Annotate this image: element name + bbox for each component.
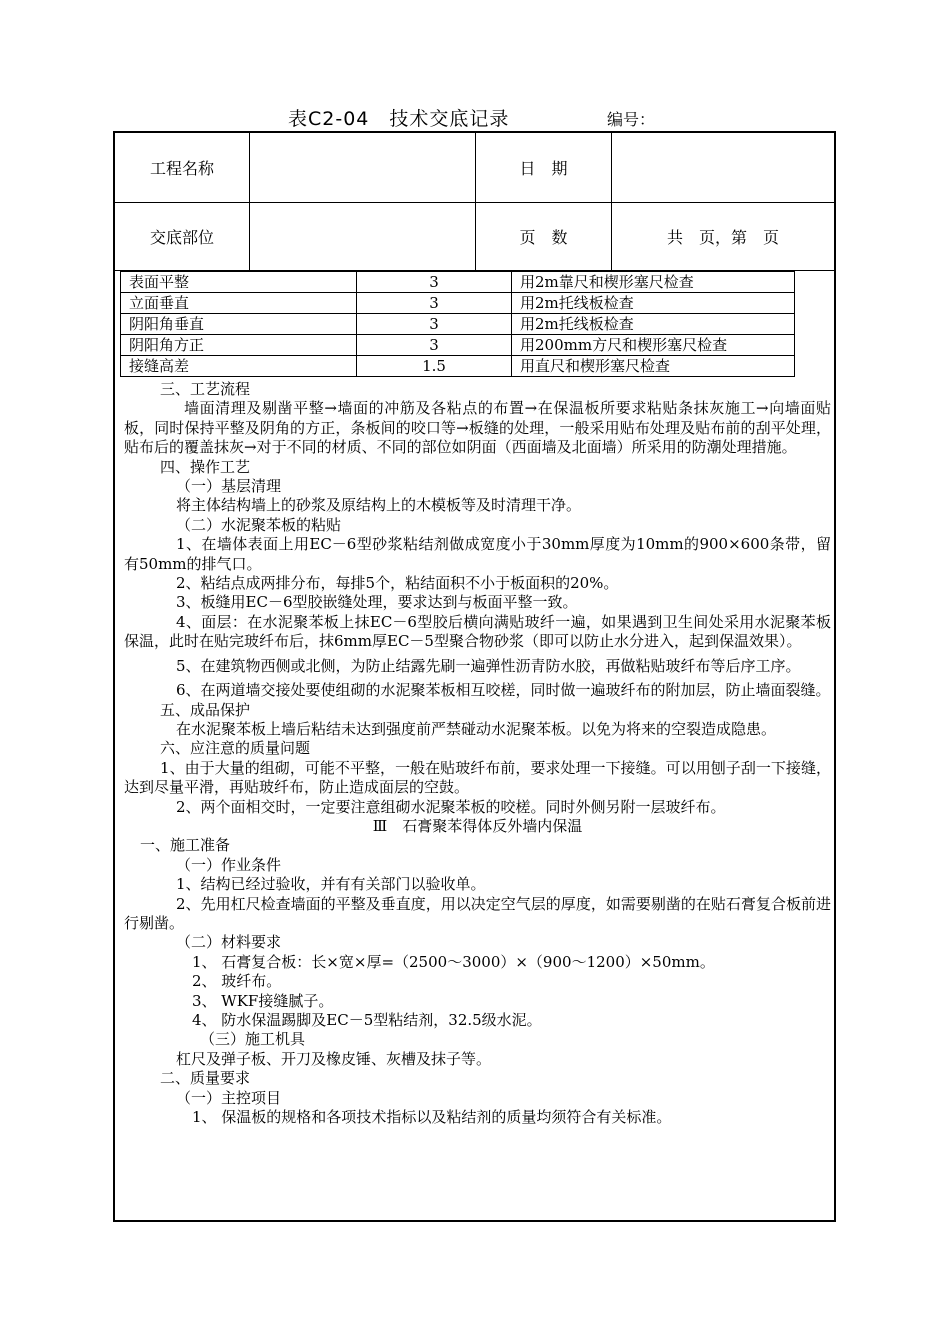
paragraph: 一、施工准备	[140, 836, 231, 855]
title-row	[0, 104, 950, 134]
paragraph: 在水泥聚苯板上墙后粘结未达到强度前严禁碰动水泥聚苯板。以免为将来的空裂造成隐患。	[176, 719, 777, 738]
paragraph: 4、面层：在水泥聚苯板上抹EC－6型胶后横向满贴玻纤一遍，如果遇到卫生间处采用水泥聚苯板保温，此时在贴完玻纤布后，抹6mm厚EC－5型聚合物砂浆（即可以防止水分进入，起到保温效果）。	[124, 612, 831, 651]
paragraph: 2、 玻纤布。	[192, 972, 282, 991]
tolerance-method: 用2m托线板检查	[512, 293, 795, 314]
tolerance-item: 阴阳角方正	[121, 335, 357, 356]
paragraph: Ⅲ 石膏聚苯得体反外墙内保温	[372, 816, 583, 835]
paragraph: 3、 WKF接缝腻子。	[192, 991, 334, 1010]
tolerance-method: 用2m靠尺和楔形塞尺检查	[512, 272, 795, 293]
location-label: 交底部位	[115, 202, 250, 270]
tolerance-item: 表面平整	[121, 272, 357, 293]
table-row	[121, 314, 795, 335]
table-row	[121, 335, 795, 356]
paragraph: 2、粘结点成两排分布，每排5个，粘结面积不小于板面积的20%。	[176, 574, 619, 593]
paragraph: （一）主控项目	[176, 1088, 282, 1107]
paragraph: 6、在两道墙交接处要使组砌的水泥聚苯板相互咬槎，同时做一遍玻纤布的附加层，防止墙面裂缝。	[176, 681, 831, 700]
location-field[interactable]	[250, 202, 476, 270]
paragraph: 2、先用杠尺检查墙面的平整及垂直度，用以决定空气层的厚度，如需要剔凿的在贴石膏复合板前进行剔凿。	[124, 894, 831, 932]
info-row-location	[115, 202, 834, 271]
document-title: 表C2-04 技术交底记录	[288, 108, 510, 130]
tolerance-method: 用2m托线板检查	[512, 314, 795, 335]
tolerance-method: 用200mm方尺和楔形塞尺检查	[512, 335, 795, 356]
tolerance-table	[120, 271, 795, 377]
pages-value: 共 页，第 页	[666, 227, 779, 247]
paragraph: 杠尺及弹子板、开刀及橡皮锤、灰槽及抹子等。	[176, 1049, 492, 1068]
paragraph: 1、由于大量的组砌，可能不平整，一般在贴玻纤布前，要求处理一下接缝。可以用刨子刮一下接缝，达到尽量平滑，再贴玻纤布，防止造成面层的空鼓。	[124, 758, 831, 797]
date-field[interactable]	[612, 133, 834, 202]
pages-label: 页 数	[476, 202, 612, 270]
paragraph: 4、 防水保温踢脚及EC－5型粘结剂，32.5级水泥。	[192, 1011, 542, 1029]
paragraph: 5、在建筑物西侧或北侧，为防止结露先刷一遍弹性沥青防水胶，再做粘贴玻纤布等后序工序。	[176, 656, 801, 675]
record-frame	[113, 131, 836, 1222]
paragraph: 四、操作工艺	[160, 457, 251, 476]
paragraph: 三、工艺流程	[160, 380, 251, 398]
tolerance-item: 立面垂直	[121, 293, 357, 314]
project-name-label: 工程名称	[115, 133, 250, 202]
tolerance-value: 3	[357, 335, 512, 356]
tolerance-value: 1.5	[357, 356, 512, 377]
tolerance-item: 接缝高差	[121, 356, 357, 377]
document-number-label: 编号：	[607, 110, 656, 129]
paragraph: （二）水泥聚苯板的粘贴	[176, 515, 342, 534]
paragraph: 六、应注意的质量问题	[160, 739, 311, 758]
table-row	[121, 272, 795, 293]
tolerance-value: 3	[357, 314, 512, 335]
paragraph: （一）基层清理	[176, 477, 282, 496]
paragraph: （一）作业条件	[176, 855, 282, 874]
date-label: 日 期	[476, 133, 612, 202]
project-name-field[interactable]	[250, 133, 476, 202]
info-row-project	[115, 133, 834, 203]
tolerance-value: 3	[357, 272, 512, 293]
paragraph: 1、在墙体表面上用EC－6型砂浆粘结剂做成宽度小于30mm厚度为10mm的900×600条带，留有50mm的排气口。	[124, 535, 831, 573]
tolerance-value: 3	[357, 293, 512, 314]
tolerance-item: 阴阳角垂直	[121, 314, 357, 335]
table-row	[121, 293, 795, 314]
paragraph: 3、板缝用EC－6型胶嵌缝处理，要求达到与板面平整一致。	[176, 593, 578, 612]
paragraph: 2、两个面相交时，一定要注意组砌水泥聚苯板的咬槎。同时外侧另附一层玻纤布。	[176, 797, 726, 816]
paragraph: （三）施工机具	[200, 1030, 306, 1049]
paragraph: 二、质量要求	[160, 1069, 251, 1088]
paragraph: （二）材料要求	[176, 933, 282, 952]
paragraph: 1、 石膏复合板：长×宽×厚=（2500～3000）×（900～1200）×50mm。	[192, 952, 715, 971]
content-body	[124, 380, 831, 1127]
paragraph: 墙面清理及剔凿平整→墙面的冲筋及各粘点的布置→在保温板所要求粘贴条抹灰施工→向墙面贴板，同时保持平整及阴角的方正，条板间的咬口等→板缝的处理，一般采用贴布处理及贴布前的刮平处理，贴布后的覆盖抹灰→对于不同的材质、不同的部位如阴面（西面墙及北面墙）所采用的防潮处理措施。	[124, 399, 831, 457]
tolerance-method: 用直尺和楔形塞尺检查	[512, 356, 795, 377]
paragraph: 1、结构已经过验收，并有有关部门以验收单。	[176, 875, 486, 894]
paragraph: 五、成品保护	[160, 700, 251, 719]
paragraph: 将主体结构墙上的砂浆及原结构上的木模板等及时清理干净。	[176, 496, 582, 515]
paragraph: 1、 保温板的规格和各项技术指标以及粘结剂的质量均须符合有关标准。	[192, 1108, 672, 1127]
table-row	[121, 356, 795, 377]
